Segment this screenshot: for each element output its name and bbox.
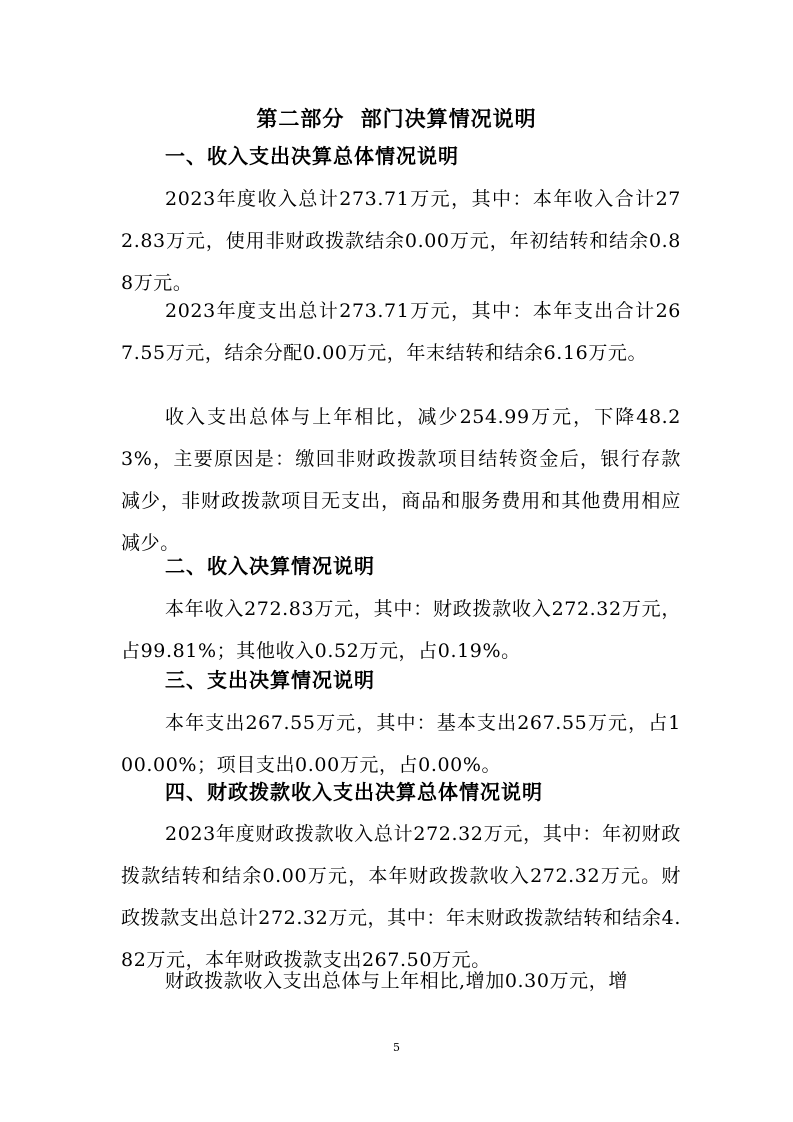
paragraph-fiscal-appropriation-totals: 2023年度财政拨款收入总计272.32万元，其中：年初财政拨款结转和结余0.00万元，本年财政拨款收入272.32万元。财政拨款支出总计272.32万元，其中：年末财政拨款结转和结余4.82万元，本年财政拨款支出267.50万元。: [121, 823, 681, 971]
section-heading-income-expenditure-overview: 一、收入支出决算总体情况说明: [165, 144, 459, 168]
paragraph-income-breakdown: 本年收入272.83万元，其中：财政拨款收入272.32万元，占99.81%；其他收入0.52万元，占0.19%。: [121, 598, 681, 662]
paragraph-total-expenditure: 2023年度支出总计273.71万元，其中：本年支出合计267.55万元，结余分配0.00万元，年末结转和结余6.16万元。: [121, 300, 681, 364]
page-title: 第二部分 部门决算情况说明: [256, 107, 537, 131]
section-heading-income-details: 二、收入决算情况说明: [165, 554, 375, 578]
paragraph-expenditure-breakdown: 本年支出267.55万元，其中：基本支出267.55万元，占100.00%；项目支出0.00万元，占0.00%。: [121, 712, 681, 776]
paragraph-total-income: 2023年度收入总计273.71万元，其中：本年收入合计272.83万元，使用非财政拨款结余0.00万元，年初结转和结余0.88万元。: [121, 188, 681, 294]
page-number: 5: [393, 1041, 400, 1054]
section-heading-expenditure-details: 三、支出决算情况说明: [165, 668, 375, 692]
paragraph-fiscal-appropriation-change: 财政拨款收入支出总体与上年相比,增加0.30万元，增: [165, 970, 628, 992]
paragraph-year-over-year-change: 收入支出总体与上年相比，减少254.99万元，下降48.23%，主要原因是：缴回非财政拨款项目结转资金后，银行存款减少，非财政拨款项目无支出，商品和服务费用和其他费用相应减少。: [121, 406, 681, 554]
section-heading-fiscal-appropriation: 四、财政拨款收入支出决算总体情况说明: [165, 780, 543, 804]
